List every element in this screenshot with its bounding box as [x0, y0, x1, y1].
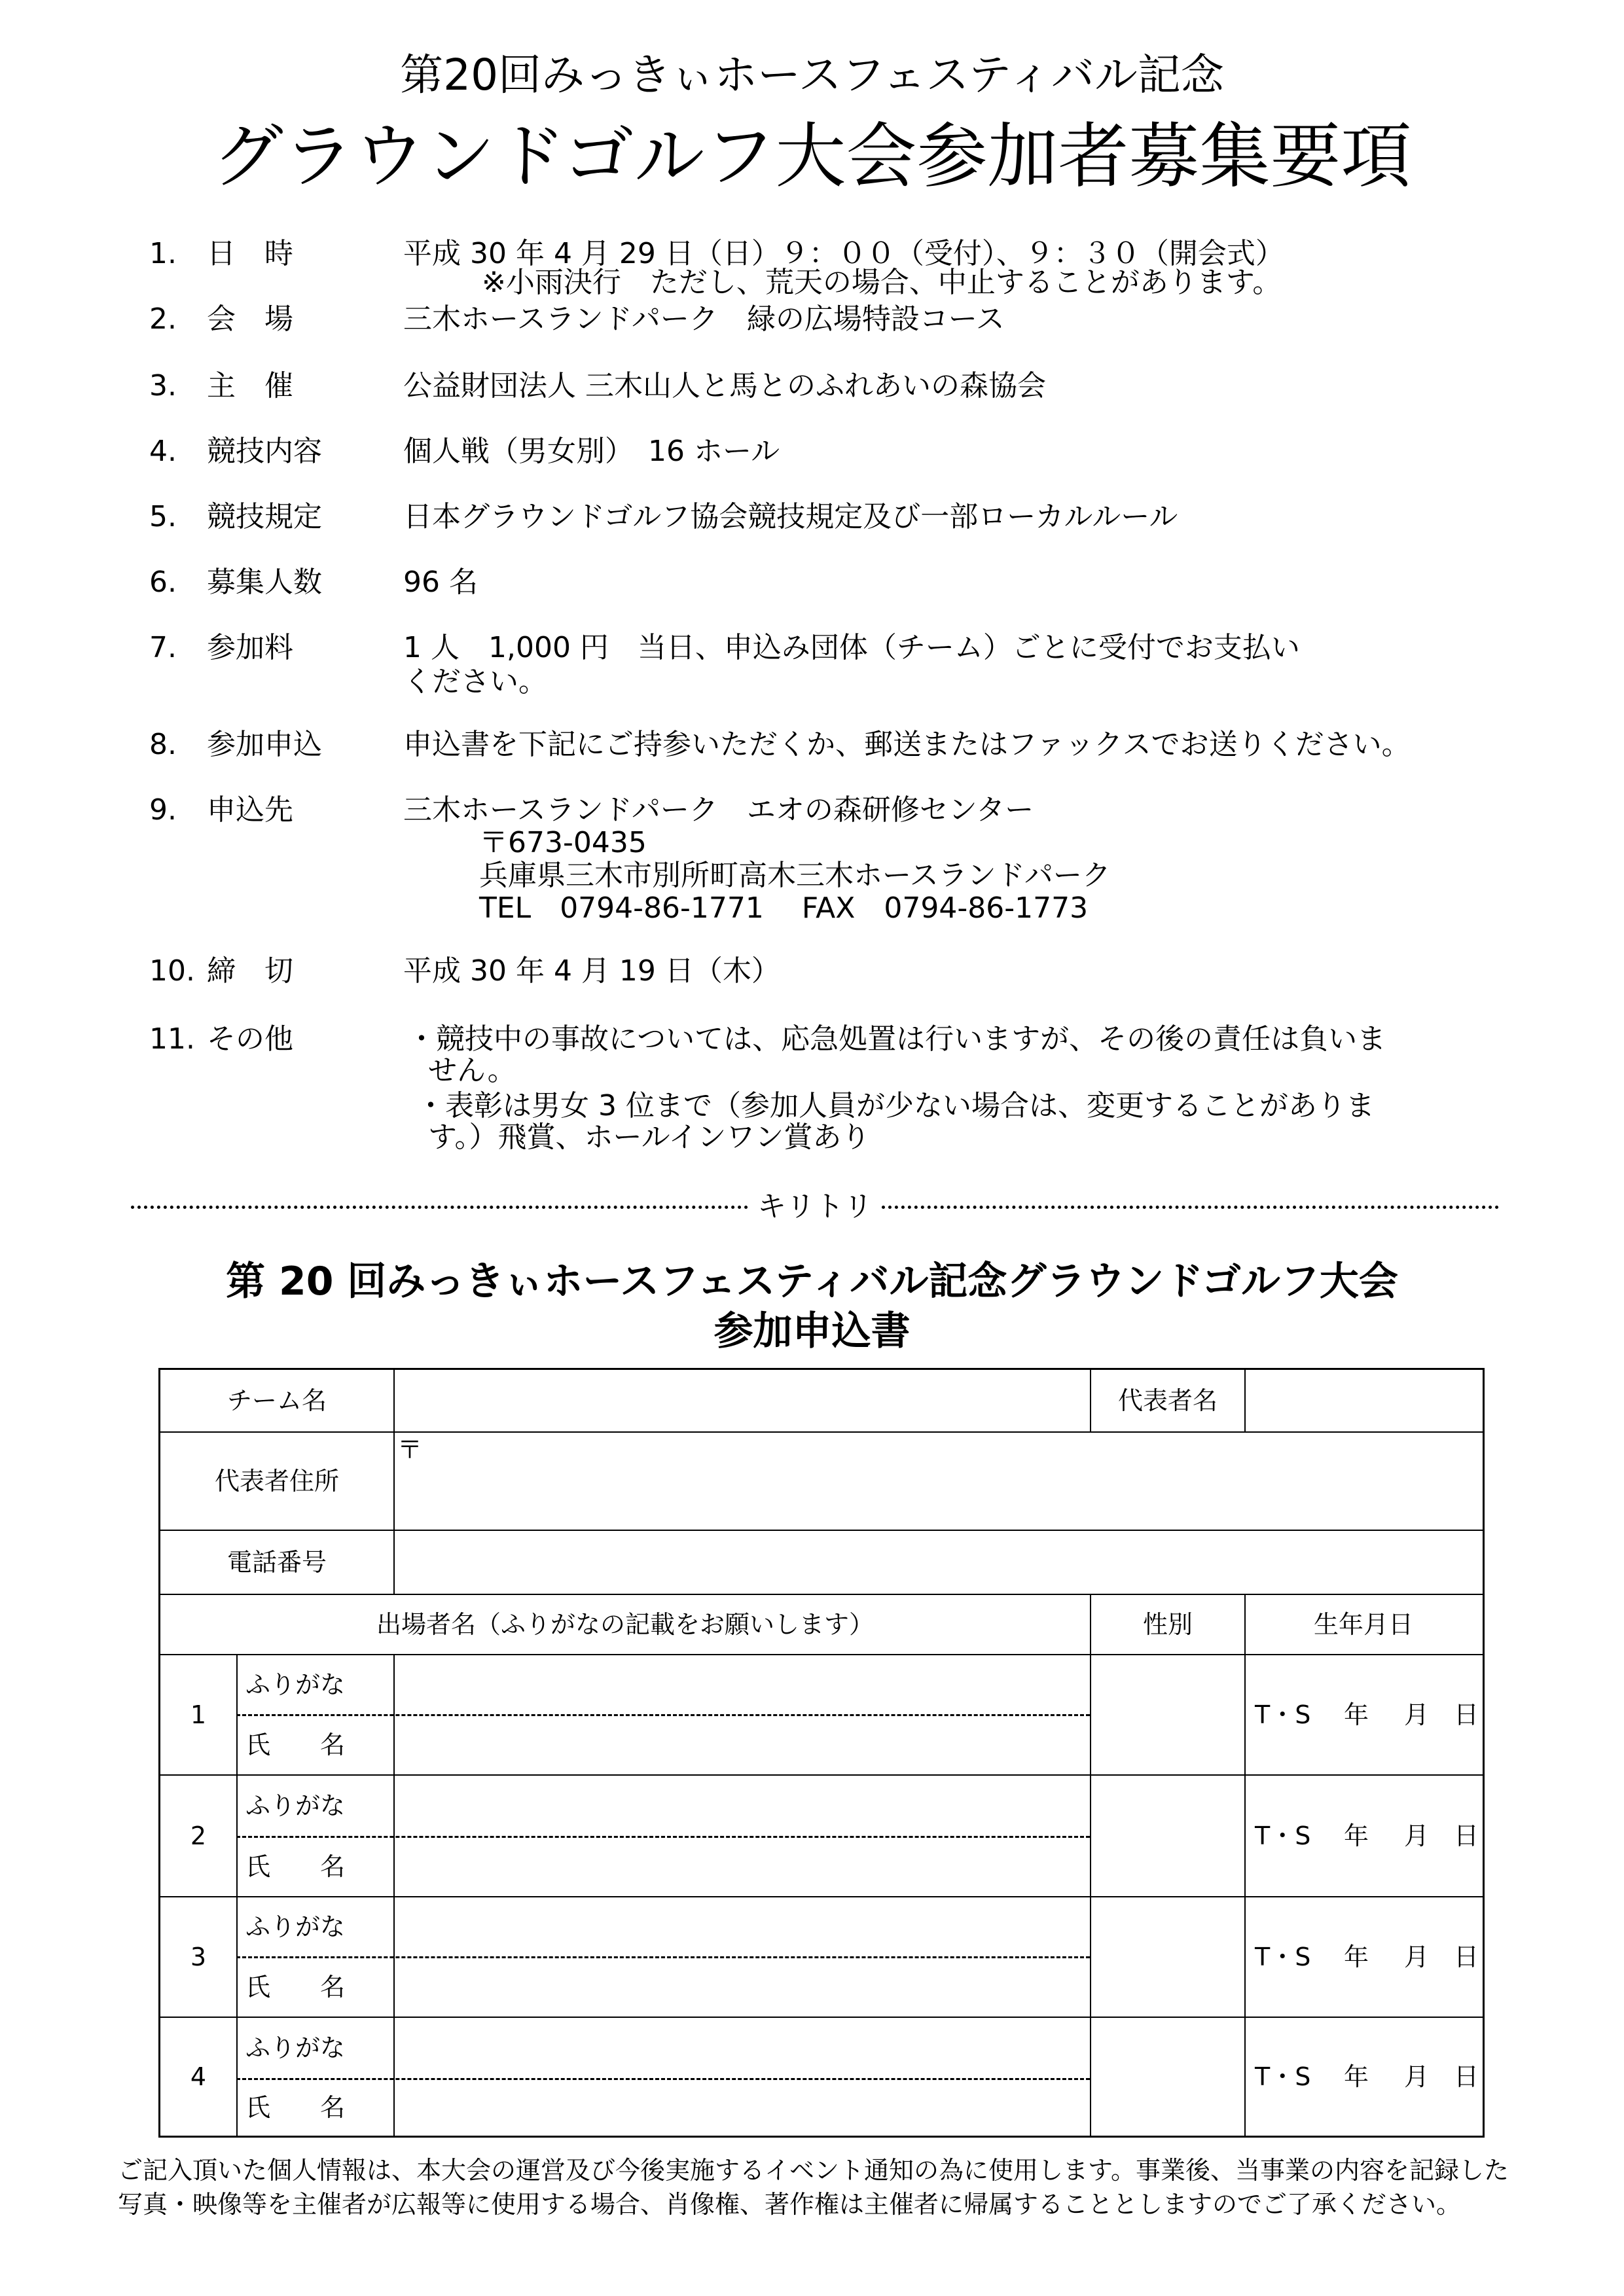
item-label [207, 500, 338, 534]
month-label: 月 [1404, 1943, 1430, 1971]
item-value: 日本グラウンドゴルフ協会競技規定及び一部ローカルルール [403, 500, 1178, 533]
item-number: 9. [149, 793, 177, 827]
gender-field[interactable] [1091, 2018, 1244, 2136]
form-subtitle: 参加申込書 [713, 1308, 911, 1354]
era-label: T・S [1255, 1700, 1311, 1729]
item-label-text: 競技内容 [207, 435, 322, 468]
month-label: 月 [1404, 2062, 1430, 2091]
rule [236, 1654, 238, 2137]
phone-field[interactable] [395, 1531, 1481, 1594]
furigana-field[interactable] [395, 1655, 1089, 1714]
furigana-field[interactable] [395, 1776, 1089, 1836]
item-label-text: 主 催 [207, 369, 293, 403]
item-number: 3. [149, 369, 177, 403]
era-label: T・S [1255, 1943, 1311, 1971]
item-number: 7. [149, 631, 177, 664]
participant-number: 3 [190, 1943, 207, 1971]
item-value: 平成 30 年 4 月 29 日（日）９：００（受付）、９：３０（開会式） [403, 237, 1284, 270]
cut-line-dots [882, 1206, 1499, 1209]
item-label-text: その他 [207, 1022, 293, 1056]
item-value-continued: せん。 [428, 1054, 516, 1087]
item-label [207, 728, 338, 762]
item-value: 三木ホースランドパーク 緑の広場特設コース [403, 302, 1005, 336]
furigana-label: ふりがな [245, 1912, 346, 1941]
item-label-text: 日 時 [207, 237, 293, 270]
item-number: 6. [149, 565, 177, 599]
furigana-label: ふりがな [245, 2034, 346, 2062]
name-label: 氏 名 [245, 1731, 346, 1759]
representative-label: 代表者名 [1117, 1386, 1218, 1415]
item-label [207, 369, 338, 403]
era-label: T・S [1255, 2062, 1311, 2091]
day-label: 日 [1454, 2062, 1479, 2091]
name-label: 氏 名 [245, 1852, 346, 1881]
furigana-label: ふりがな [245, 1791, 346, 1820]
team-name-field[interactable] [395, 1370, 1089, 1431]
item-label-text: 締 切 [207, 954, 293, 988]
item-label [207, 302, 338, 336]
page-title-line2: グラウンドゴルフ大会参加者募集要項 [212, 116, 1412, 198]
month-label: 月 [1404, 1700, 1430, 1729]
item-value: 平成 30 年 4 月 19 日（木） [403, 954, 780, 988]
item-value-continued: ください。 [403, 665, 547, 698]
furigana-field[interactable] [395, 2018, 1089, 2078]
item-label [207, 1022, 338, 1056]
gender-field[interactable] [1091, 1897, 1244, 2017]
postal-mark: 〒 [397, 1435, 423, 1464]
participants-header: 出場者名（ふりがなの記載をお願いします） [376, 1610, 874, 1639]
address-label: 代表者住所 [214, 1467, 339, 1496]
birthdate-field[interactable] [1246, 1897, 1481, 2017]
year-label: 年 [1344, 1821, 1369, 1850]
day-label: 日 [1454, 1821, 1479, 1850]
item-number: 8. [149, 728, 177, 761]
item-number: 10. [149, 954, 195, 988]
item-label-text: 募集人数 [207, 565, 322, 599]
address: 兵庫県三木市別所町高木三木ホースランドパーク [479, 859, 1111, 892]
participant-number: 2 [190, 1821, 207, 1850]
address-field[interactable] [397, 1433, 1477, 1532]
item-label [207, 565, 338, 600]
name-label: 氏 名 [245, 2093, 346, 2122]
item-value-line: ・表彰は男女 3 位まで（参加人員が少ない場合は、変更することがありま [416, 1089, 1375, 1122]
cut-line-dots [131, 1206, 748, 1209]
year-label: 年 [1344, 1943, 1369, 1971]
participant-number: 1 [190, 1700, 207, 1729]
item-value: 96 名 [403, 565, 478, 599]
era-label: T・S [1255, 1821, 1311, 1850]
representative-field[interactable] [1246, 1370, 1481, 1431]
gender-field[interactable] [1091, 1776, 1244, 1896]
item-label-text: 申込先 [207, 793, 293, 827]
item-value: 個人戦（男女別） 16 ホール [403, 435, 780, 468]
privacy-note: ご記入頂いた個人情報は、本大会の運営及び今後実施するイベント通知の為に使用します。事業後、当事業の内容を記録した写真・映像等を主催者が広報等に使用する場合、肖像権、著作権は主催者に帰属することとしますのでご了承ください。 [118, 2156, 1509, 2219]
item-label-text: 参加料 [207, 631, 293, 664]
furigana-label: ふりがな [245, 1670, 346, 1699]
team-name-label: チーム名 [226, 1386, 327, 1415]
tel-fax: TEL 0794-86-1771 FAX 0794-86-1773 [479, 891, 1089, 925]
phone-label: 電話番号 [226, 1548, 327, 1577]
item-value: 三木ホースランドパーク エオの森研修センター [403, 793, 1034, 827]
birthdate-field[interactable] [1246, 1655, 1481, 1774]
furigana-field[interactable] [395, 1897, 1089, 1956]
birthdate-field[interactable] [1246, 1776, 1481, 1896]
item-label-text: 競技規定 [207, 500, 322, 533]
item-number: 2. [149, 302, 177, 336]
item-label [207, 237, 338, 271]
year-label: 年 [1344, 1700, 1369, 1729]
birthdate-header: 生年月日 [1313, 1610, 1413, 1639]
item-value: ・競技中の事故については、応急処置は行いますが、その後の責任は負いま [407, 1022, 1386, 1056]
item-value: 公益財団法人 三木山人と馬とのふれあいの森協会 [403, 369, 1046, 403]
item-number: 5. [149, 500, 177, 533]
postal-code: 〒673-0435 [479, 826, 647, 859]
item-subnote: ※小雨決行 ただし、荒天の場合、中止することがあります。 [482, 266, 1282, 299]
day-label: 日 [1454, 1700, 1479, 1729]
name-field[interactable] [395, 1837, 1089, 1896]
day-label: 日 [1454, 1943, 1479, 1971]
cut-line-label: キリトリ [757, 1190, 873, 1223]
item-number: 4. [149, 435, 177, 468]
month-label: 月 [1404, 1821, 1430, 1850]
item-label-text: 会 場 [207, 302, 293, 336]
gender-field[interactable] [1091, 1655, 1244, 1774]
page-title-line1: 第20回みっきぃホースフェスティバル記念 [400, 50, 1224, 100]
name-field[interactable] [395, 2079, 1089, 2136]
name-field[interactable] [395, 1958, 1089, 2017]
application-form [158, 1368, 1485, 2138]
form-title: 第 20 回みっきぃホースフェスティバル記念グラウンドゴルフ大会 [226, 1259, 1398, 1304]
year-label: 年 [1344, 2062, 1369, 2091]
item-number: 1. [149, 237, 177, 270]
cut-line [131, 1187, 1499, 1227]
item-label [207, 954, 338, 988]
item-value: 1 人 1,000 円 当日、申込み団体（チーム）ごとに受付でお支払い [403, 631, 1300, 664]
participant-number: 4 [190, 2062, 207, 2091]
item-value-continued: す。）飛賞、ホールインワン賞あり [428, 1121, 871, 1154]
name-field[interactable] [395, 1715, 1089, 1774]
item-label [207, 435, 338, 469]
item-label [207, 631, 338, 665]
item-number: 11. [149, 1022, 195, 1056]
item-value: 申込書を下記にご持参いただくか、郵送またはファックスでお送りください。 [403, 728, 1411, 761]
name-label: 氏 名 [245, 1973, 346, 2001]
gender-header: 性別 [1142, 1610, 1193, 1639]
item-label-text: 参加申込 [207, 728, 322, 761]
item-label [207, 793, 338, 827]
birthdate-field[interactable] [1246, 2018, 1481, 2136]
